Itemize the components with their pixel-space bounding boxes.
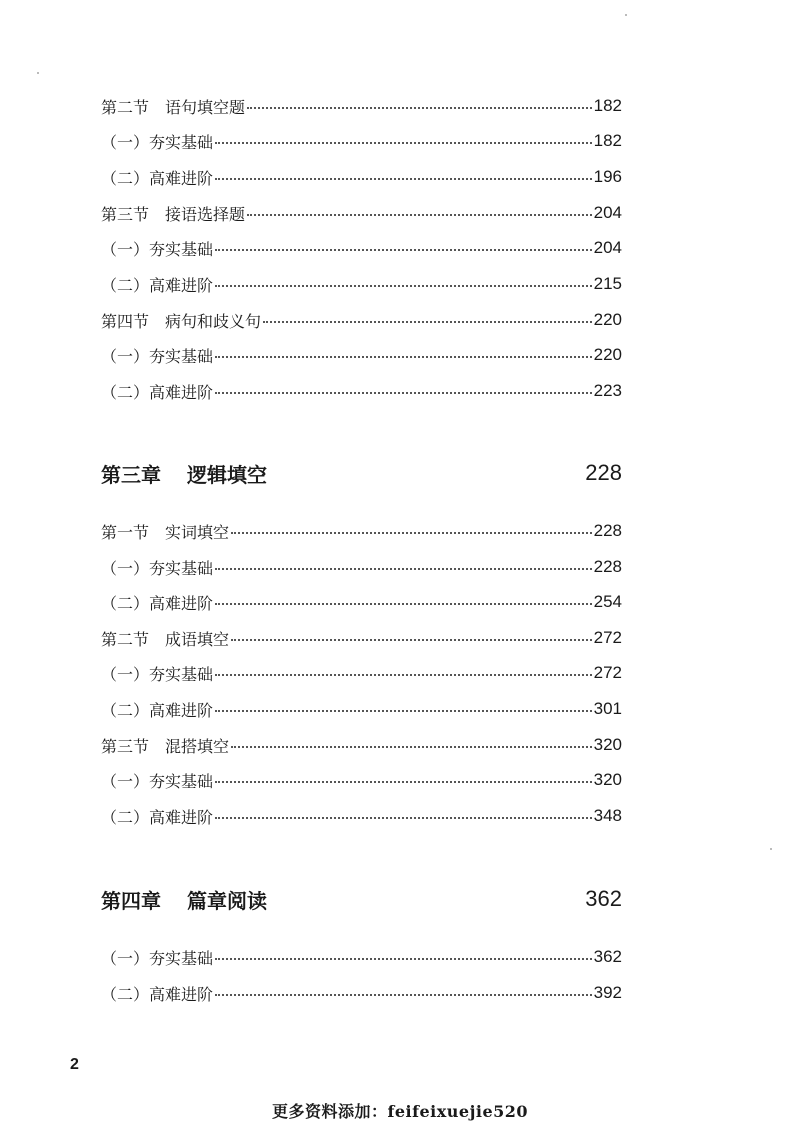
toc-entry-label: （二）高难进阶 bbox=[101, 593, 214, 613]
leader-dots bbox=[215, 568, 592, 570]
leader-dots bbox=[215, 249, 592, 251]
toc-entry[interactable] bbox=[101, 945, 622, 969]
toc-entry-page: 182 bbox=[593, 96, 622, 115]
toc-entry-page: 362 bbox=[593, 947, 622, 966]
footer-note: 更多资料添加：feifeixuejie520 bbox=[271, 1102, 529, 1121]
leader-dots bbox=[215, 178, 592, 180]
toc-entry[interactable] bbox=[101, 379, 622, 403]
toc-entry-label: （二）高难进阶 bbox=[101, 382, 214, 402]
toc-entry-page: 215 bbox=[593, 274, 622, 293]
toc-entry[interactable] bbox=[101, 129, 622, 153]
chapter-heading[interactable] bbox=[101, 456, 622, 490]
toc-entry-page: 254 bbox=[593, 592, 622, 611]
toc-entry-page: 320 bbox=[593, 735, 622, 754]
leader-dots bbox=[215, 781, 592, 783]
toc-entry[interactable] bbox=[101, 804, 622, 828]
toc-entry-page: 320 bbox=[593, 770, 622, 789]
toc-entry-label: 第二节 语句填空题 bbox=[101, 97, 246, 117]
toc-entry-label: （二）高难进阶 bbox=[101, 700, 214, 720]
toc-entry[interactable] bbox=[101, 555, 622, 579]
toc-entry[interactable] bbox=[101, 590, 622, 614]
toc-entry-label: （一）夯实基础 bbox=[101, 558, 214, 578]
leader-dots bbox=[215, 603, 592, 605]
leader-dots bbox=[215, 817, 592, 819]
toc-entry[interactable] bbox=[101, 981, 622, 1005]
toc-entry-page: 204 bbox=[593, 238, 622, 257]
toc-entry-page: 272 bbox=[593, 628, 622, 647]
toc-entry-label: （二）高难进阶 bbox=[101, 807, 214, 827]
toc-entry-page: 301 bbox=[593, 699, 622, 718]
toc-entry[interactable] bbox=[101, 94, 622, 118]
page-number: 2 bbox=[70, 1056, 79, 1073]
toc-entry-label: （一）夯实基础 bbox=[101, 664, 214, 684]
toc-entry-page: 228 bbox=[593, 521, 622, 540]
scan-speck bbox=[37, 72, 39, 74]
leader-dots bbox=[231, 532, 592, 534]
toc-entry-label: （一）夯实基础 bbox=[101, 346, 214, 366]
toc-entry[interactable] bbox=[101, 272, 622, 296]
leader-dots bbox=[215, 958, 592, 960]
toc-entry[interactable] bbox=[101, 236, 622, 260]
chapter-name: 篇章阅读 bbox=[187, 888, 267, 913]
chapter-number: 第三章 bbox=[101, 462, 161, 487]
toc-entry[interactable] bbox=[101, 626, 622, 650]
toc-entry-page: 228 bbox=[593, 557, 622, 576]
toc-entry[interactable] bbox=[101, 768, 622, 792]
toc-entry-page: 272 bbox=[593, 663, 622, 682]
chapter-title bbox=[101, 885, 267, 914]
toc-entry-page: 182 bbox=[593, 131, 622, 150]
scan-speck bbox=[625, 14, 627, 16]
toc-entry-label: 第三节 接语选择题 bbox=[101, 204, 246, 224]
toc-entry-page: 196 bbox=[593, 167, 622, 186]
toc-entry[interactable] bbox=[101, 201, 622, 225]
toc-entry-page: 392 bbox=[593, 983, 622, 1002]
leader-dots bbox=[247, 107, 592, 109]
toc-entry-page: 204 bbox=[593, 203, 622, 222]
toc-entry[interactable] bbox=[101, 308, 622, 332]
chapter-title bbox=[101, 459, 267, 488]
toc-entry[interactable] bbox=[101, 343, 622, 367]
toc-entry-page: 348 bbox=[593, 806, 622, 825]
toc-entry-page: 220 bbox=[593, 345, 622, 364]
leader-dots bbox=[215, 285, 592, 287]
leader-dots bbox=[231, 746, 592, 748]
toc-entry-page: 220 bbox=[593, 310, 622, 329]
chapter-page: 362 bbox=[585, 886, 622, 911]
toc-entry-label: 第四节 病句和歧义句 bbox=[101, 311, 262, 331]
leader-dots bbox=[215, 674, 592, 676]
toc-entry-label: （二）高难进阶 bbox=[101, 275, 214, 295]
leader-dots bbox=[215, 142, 592, 144]
toc-entry[interactable] bbox=[101, 733, 622, 757]
chapter-number: 第四章 bbox=[101, 888, 161, 913]
toc-entry-label: （一）夯实基础 bbox=[101, 239, 214, 259]
toc-entry-label: （一）夯实基础 bbox=[101, 132, 214, 152]
toc-entry-label: 第二节 成语填空 bbox=[101, 629, 230, 649]
toc-entry[interactable] bbox=[101, 697, 622, 721]
leader-dots bbox=[247, 214, 592, 216]
leader-dots bbox=[215, 356, 592, 358]
chapter-page: 228 bbox=[585, 460, 622, 485]
toc-entry-label: （二）高难进阶 bbox=[101, 984, 214, 1004]
leader-dots bbox=[231, 639, 592, 641]
leader-dots bbox=[215, 710, 592, 712]
toc-entry-page: 223 bbox=[593, 381, 622, 400]
toc-entry[interactable] bbox=[101, 519, 622, 543]
leader-dots bbox=[215, 994, 592, 996]
chapter-name: 逻辑填空 bbox=[187, 462, 267, 487]
toc-entry-label: 第三节 混搭填空 bbox=[101, 736, 230, 756]
toc-entry-label: （二）高难进阶 bbox=[101, 168, 214, 188]
leader-dots bbox=[263, 321, 592, 323]
toc-entry-label: （一）夯实基础 bbox=[101, 771, 214, 791]
toc-entry-label: （一）夯实基础 bbox=[101, 948, 214, 968]
chapter-heading[interactable] bbox=[101, 882, 622, 916]
toc-entry-label: 第一节 实词填空 bbox=[101, 522, 230, 542]
toc-entry[interactable] bbox=[101, 661, 622, 685]
leader-dots bbox=[215, 392, 592, 394]
scan-speck bbox=[770, 848, 772, 850]
toc-entry[interactable] bbox=[101, 165, 622, 189]
